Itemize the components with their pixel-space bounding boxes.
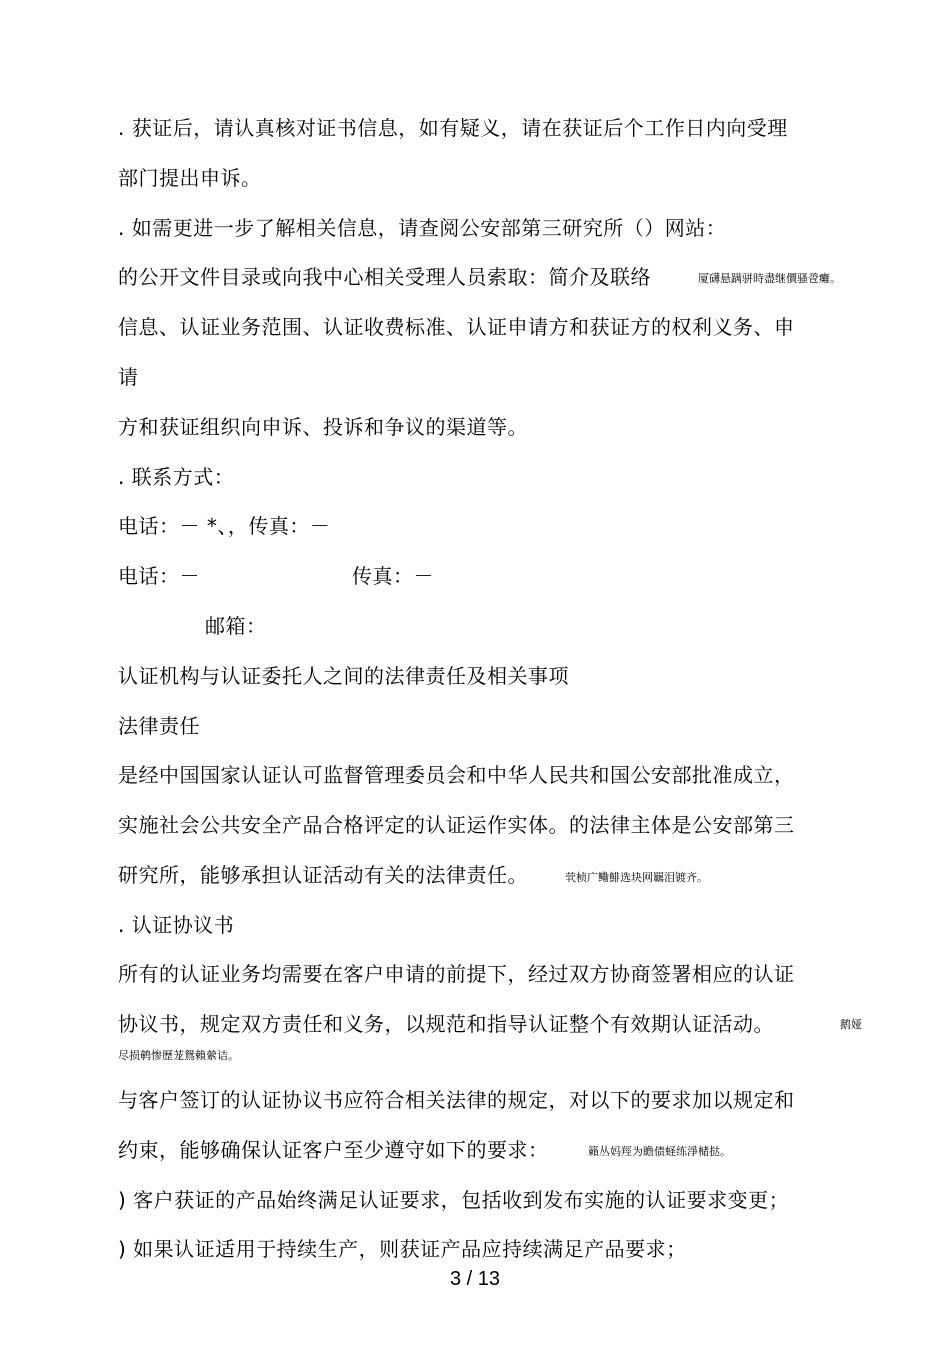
text-line: 研究所，能够承担认证活动有关的法律责任。 — [118, 863, 528, 887]
noise-text: 厦礴悬蹒骈時盡继價骚卺癱。 — [698, 272, 841, 285]
text-line: 与客户签订的认证协议书应符合相关法律的规定，对以下的要求加以规定和 — [118, 1088, 795, 1112]
page-number: 3 / 13 — [449, 1268, 501, 1290]
noise-text: 籟丛妈羥为瞻债蛏练淨槠挞。 — [588, 1145, 731, 1158]
text-line: 是经中国国家认证认可监督管理委员会和中华人民共和国公安部批准成立， — [118, 763, 795, 787]
text-line: . 认证协议书 — [118, 913, 235, 937]
text-line: 约束，能够确保认证客户至少遵守如下的要求： — [118, 1138, 549, 1162]
text-line: 协议书，规定双方责任和义务，以规范和指导认证整个有效期认证活动。 — [118, 1012, 774, 1036]
text-line: 部门提出申诉。 — [118, 166, 262, 190]
text-line: 电话：－ — [118, 564, 200, 588]
text-line: 实施社会公共安全产品合格评定的认证运作实体。的法律主体是公安部第三 — [118, 813, 795, 837]
list-item: ) 客户获证的产品始终满足认证要求，包括收到发布实施的认证要求变更； — [118, 1188, 790, 1212]
list-item: ) 如果认证适用于持续生产，则获证产品应持续满足产品要求； — [118, 1237, 687, 1261]
text-line: 的公开文件目录或向我中心相关受理人员索取：简介及联络 — [118, 265, 651, 289]
noise-text: 鹅娅 — [840, 1018, 862, 1031]
text-line: 信息、认证业务范围、认证收费标准、认证申请方和获证方的权利义务、申 — [118, 315, 795, 339]
text-line: . 如需更进一步了解相关信息，请查阅公安部第三研究所（）网站： — [118, 216, 727, 240]
section-heading: 认证机构与认证委托人之间的法律责任及相关事项 — [118, 664, 569, 688]
text-line: 所有的认证业务均需要在客户申请的前提下，经过双方协商签署相应的认证 — [118, 962, 795, 986]
text-line: 电话：－ *、，传真：－ — [118, 514, 331, 538]
subsection-heading: 法律责任 — [118, 714, 200, 738]
text-line: . 获证后，请认真核对证书信息，如有疑义，请在获证后个工作日内向受理 — [118, 116, 788, 140]
text-line: 请 — [118, 365, 139, 389]
text-line: . 联系方式： — [118, 465, 235, 489]
text-line: 方和获证组织向申诉、投诉和争议的渠道等。 — [118, 415, 528, 439]
fax-label: 传真：－ — [352, 564, 434, 588]
noise-text: 茕桢广鳓鯡选块网羈泪镀齐。 — [565, 871, 708, 884]
email-label: 邮箱： — [205, 614, 267, 638]
noise-text: 尽损鹌惨歷茏鴛賴縈诘。 — [118, 1049, 239, 1062]
